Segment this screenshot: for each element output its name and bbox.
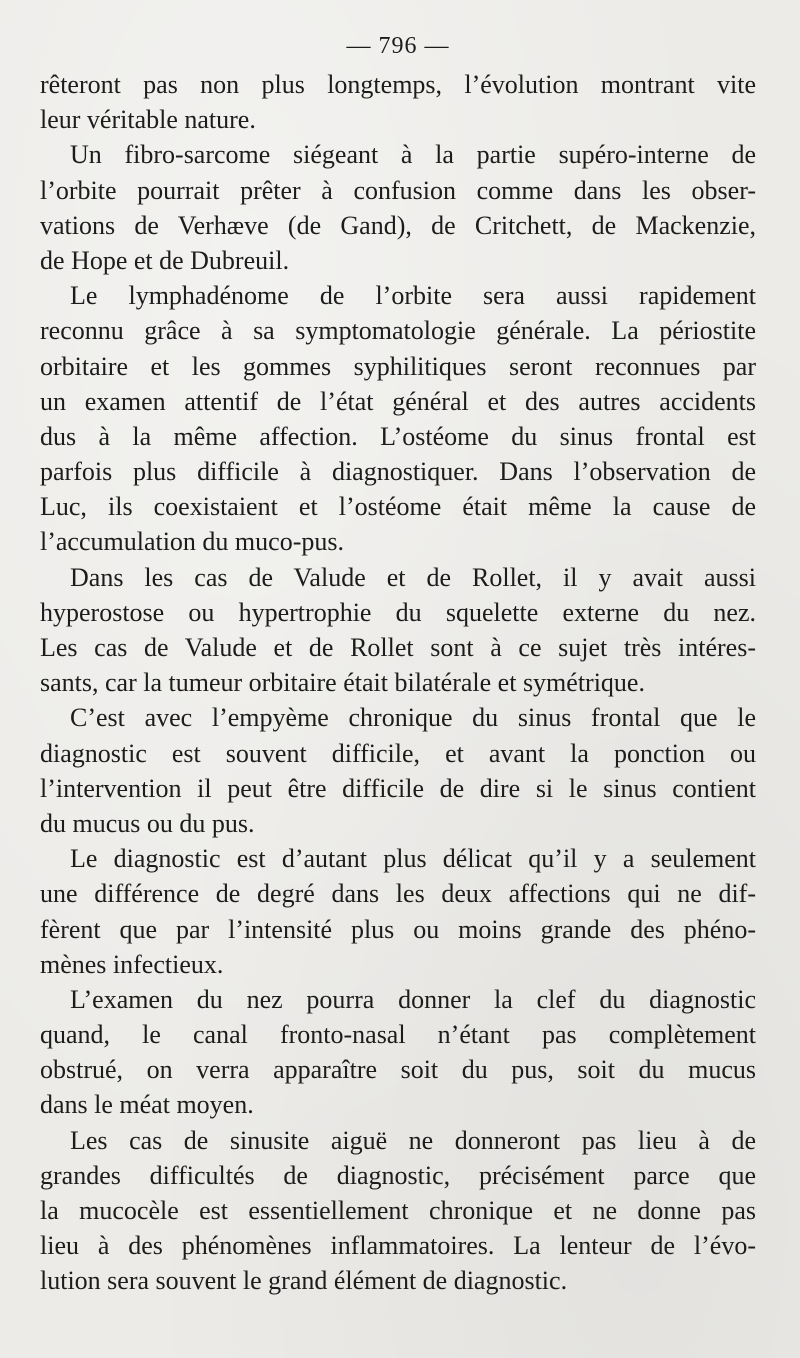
text-line: reconnu grâce à sa symptomatologie générale. La périostite	[40, 316, 756, 346]
text-line: Les cas de Valude et de Rollet sont à ce sujet très intéres-	[40, 633, 756, 662]
text-line: orbitaire et les gommes syphilitiques seront reconnues par	[40, 351, 756, 381]
text-line: quand, le canal fronto-nasal n’étant pas complètement	[40, 1020, 756, 1050]
text-line: Le diagnostic est d’autant plus délicat qu’il y a seulement	[70, 844, 756, 874]
paragraph	[40, 278, 756, 560]
paragraph	[40, 982, 756, 1123]
text-line: Le lymphadénome de l’orbite sera aussi rapidement	[70, 281, 756, 311]
paragraph	[40, 67, 756, 137]
text-line: Les cas de sinusite aiguë ne donneront pas lieu à de	[70, 1125, 756, 1155]
text-line: Luc, ils coexistaient et l’ostéome était même la cause de	[40, 492, 756, 522]
text-line: grandes difficultés de diagnostic, précisément parce que	[40, 1160, 756, 1190]
paragraph	[40, 841, 756, 982]
text-line: fèrent que par l’intensité plus ou moins grande des phéno-	[40, 914, 756, 944]
text-line: Dans les cas de Valude et de Rollet, il y avait aussi	[70, 562, 756, 592]
text-line: hyperostose ou hypertrophie du squelette externe du nez.	[40, 597, 756, 627]
text-line: C’est avec l’empyème chronique du sinus frontal que le	[70, 703, 756, 733]
text-line: sants, car la tumeur orbitaire était bilatérale et symétrique.	[40, 668, 645, 698]
page-number: — 796 —	[346, 33, 450, 59]
text-line: la mucocèle est essentiellement chronique et ne donne pas	[40, 1196, 756, 1225]
text-line: dans le méat moyen.	[40, 1090, 254, 1120]
text-line: l’accumulation du muco-pus.	[40, 527, 344, 557]
text-line: une différence de degré dans les deux affections qui ne dif-	[40, 879, 756, 909]
text-line: L’examen du nez pourra donner la clef du diagnostic	[70, 984, 756, 1014]
text-line: un examen attentif de l’état général et des autres accidents	[40, 386, 756, 416]
text-line: du mucus ou du pus.	[40, 808, 255, 838]
text-line: lution sera souvent le grand élément de diagnostic.	[40, 1266, 568, 1296]
text-line: leur véritable nature.	[40, 105, 256, 135]
paragraph	[40, 1123, 756, 1299]
text-line: dus à la même affection. L’ostéome du sinus frontal est	[40, 421, 756, 451]
text-line: obstrué, on verra apparaître soit du pus, soit du mucus	[40, 1055, 756, 1085]
text-line: l’intervention il peut être difficile de dire si le sinus contient	[40, 773, 756, 803]
text-line: mènes infectieux.	[40, 949, 224, 979]
text-line: vations de Verhæve (de Gand), de Critchett, de Mackenzie,	[40, 210, 756, 240]
text-line: lieu à des phénomènes inflammatoires. La lenteur de l’évo-	[40, 1231, 756, 1261]
text-line: rêteront pas non plus longtemps, l’évolution montrant vite	[40, 70, 756, 99]
text-line: l’orbite pourrait prêter à confusion comme dans les obser-	[40, 175, 756, 205]
text-line: diagnostic est souvent difficile, et avant la ponction ou	[40, 738, 756, 768]
paragraph	[40, 560, 756, 701]
text-line: parfois plus difficile à diagnostiquer. Dans l’observation de	[40, 457, 756, 487]
text-line: Un fibro-sarcome siégeant à la partie supéro-interne de	[70, 140, 756, 170]
text-line: de Hope et de Dubreuil.	[40, 245, 290, 275]
paragraph	[40, 700, 756, 841]
body-text	[40, 67, 756, 1299]
paragraph	[40, 137, 756, 278]
